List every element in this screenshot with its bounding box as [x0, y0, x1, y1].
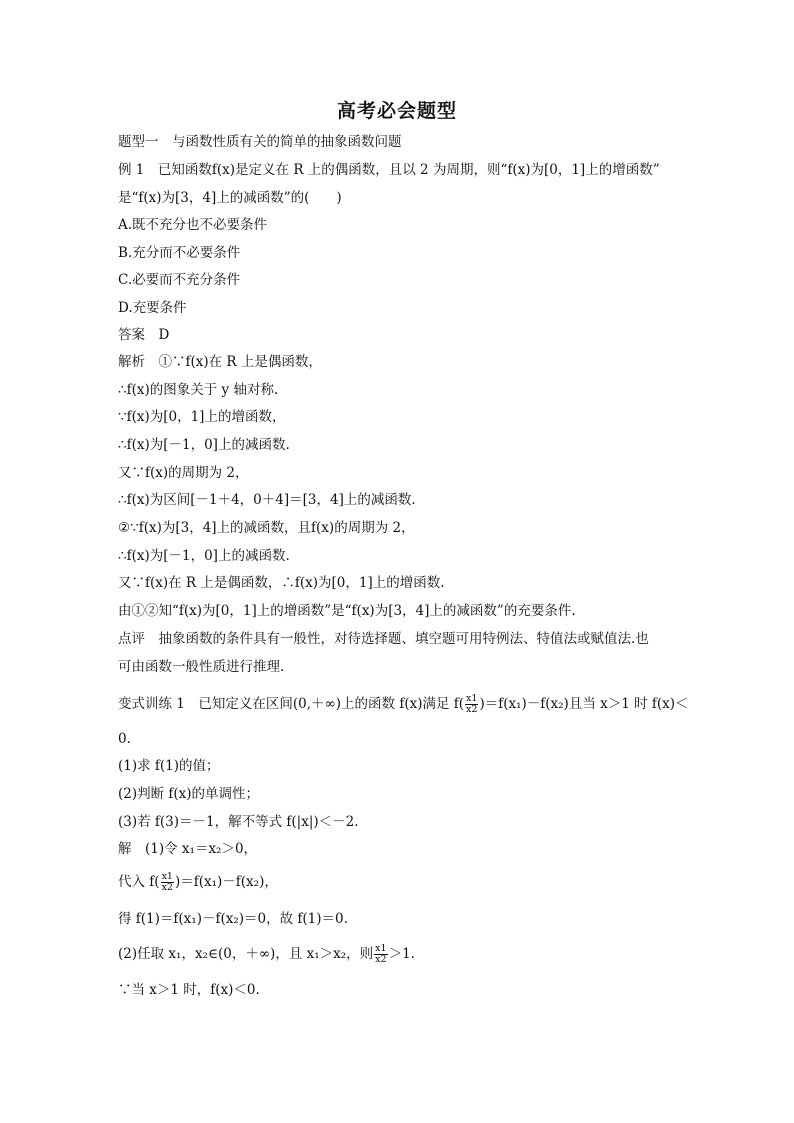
fraction	[465, 694, 478, 715]
option-b: B.充分而不必要条件	[118, 245, 241, 261]
solution-text: 代入 f(	[118, 874, 160, 890]
solution-line: 得 f(1)＝f(x₁)－f(x₂)＝0，故 f(1)＝0.	[118, 911, 348, 927]
analysis-line: ∴f(x)为[－1，0]上的减函数.	[118, 437, 290, 453]
fraction	[161, 872, 174, 893]
solution-line	[118, 944, 678, 965]
review-line: 可由函数一般性质进行推理.	[118, 659, 285, 675]
variant-text: )＝f(x₁)－f(x₂)且当 x＞1 时 f(x)＜	[479, 696, 689, 712]
fraction	[374, 944, 387, 965]
example-1-line-2: 是“f(x)为[3，4]上的减函数”的( )	[118, 190, 342, 206]
analysis-line: 由①②知“f(x)为[0，1]上的增函数”是“f(x)为[3，4]上的减函数”的充要条件.	[118, 603, 576, 619]
section-heading: 题型一 与函数性质有关的简单的抽象函数问题	[118, 134, 402, 150]
page-title: 高考必会题型	[336, 100, 457, 122]
analysis-line: 解析 ①∵f(x)在 R 上是偶函数，	[118, 354, 322, 370]
fraction-numerator: x1	[375, 943, 387, 954]
option-d: D.充要条件	[118, 300, 187, 316]
solution-text: )＝f(x₁)－f(x₂)，	[174, 874, 278, 890]
fraction-denominator: x2	[466, 704, 478, 715]
solution-text: ＞1.	[388, 946, 415, 962]
analysis-line: ∴f(x)为[－1，0]上的减函数.	[118, 548, 290, 564]
fraction-numerator: x1	[161, 871, 173, 882]
review-line: 点评 抽象函数的条件具有一般性，对待选择题、填空题可用特例法、特值法或赋值法.也	[118, 631, 649, 647]
option-a: A.既不充分也不必要条件	[118, 217, 268, 233]
solution-line	[118, 872, 678, 893]
variant-text: 变式训练 1 已知定义在区间(0,＋∞)上的函数 f(x)满足 f(	[118, 696, 465, 712]
analysis-line: ∵f(x)为[0，1]上的增函数，	[118, 409, 286, 425]
analysis-line: 又∵f(x)的周期为 2，	[118, 465, 249, 481]
question-1: (1)求 f(1)的值；	[118, 758, 220, 774]
option-c: C.必要而不充分条件	[118, 272, 241, 288]
analysis-line: ∴f(x)的图象关于 y 轴对称.	[118, 382, 279, 398]
analysis-line: ∴f(x)为区间[－1＋4，0＋4]＝[3，4]上的减函数.	[118, 492, 416, 508]
fraction-denominator: x2	[375, 954, 387, 965]
question-2: (2)判断 f(x)的单调性；	[118, 786, 260, 802]
analysis-line: ②∵f(x)为[3，4]上的减函数，且f(x)的周期为 2，	[118, 520, 415, 536]
analysis-line: 又∵f(x)在 R 上是偶函数，∴f(x)为[0，1]上的增函数.	[118, 575, 445, 591]
answer: 答案 D	[118, 327, 170, 343]
solution-line: ∵当 x＞1 时，f(x)＜0.	[118, 982, 260, 998]
solution-text: (2)任取 x₁，x₂∈(0，＋∞)，且 x₁＞x₂，则	[118, 946, 374, 962]
variant-training-1	[118, 693, 689, 715]
variant-continuation: 0.	[118, 731, 131, 747]
example-1-line-1: 例 1 已知函数f(x)是定义在 R 上的偶函数，且以 2 为周期，则“f(x)为[0，1]上的增函数”	[118, 162, 660, 178]
fraction-denominator: x2	[161, 882, 173, 893]
fraction-numerator: x1	[466, 693, 478, 704]
solution-line: 解 (1)令 x₁＝x₂＞0，	[118, 841, 258, 857]
question-3: (3)若 f(3)＝－1，解不等式 f(|x|)＜－2.	[118, 814, 359, 830]
